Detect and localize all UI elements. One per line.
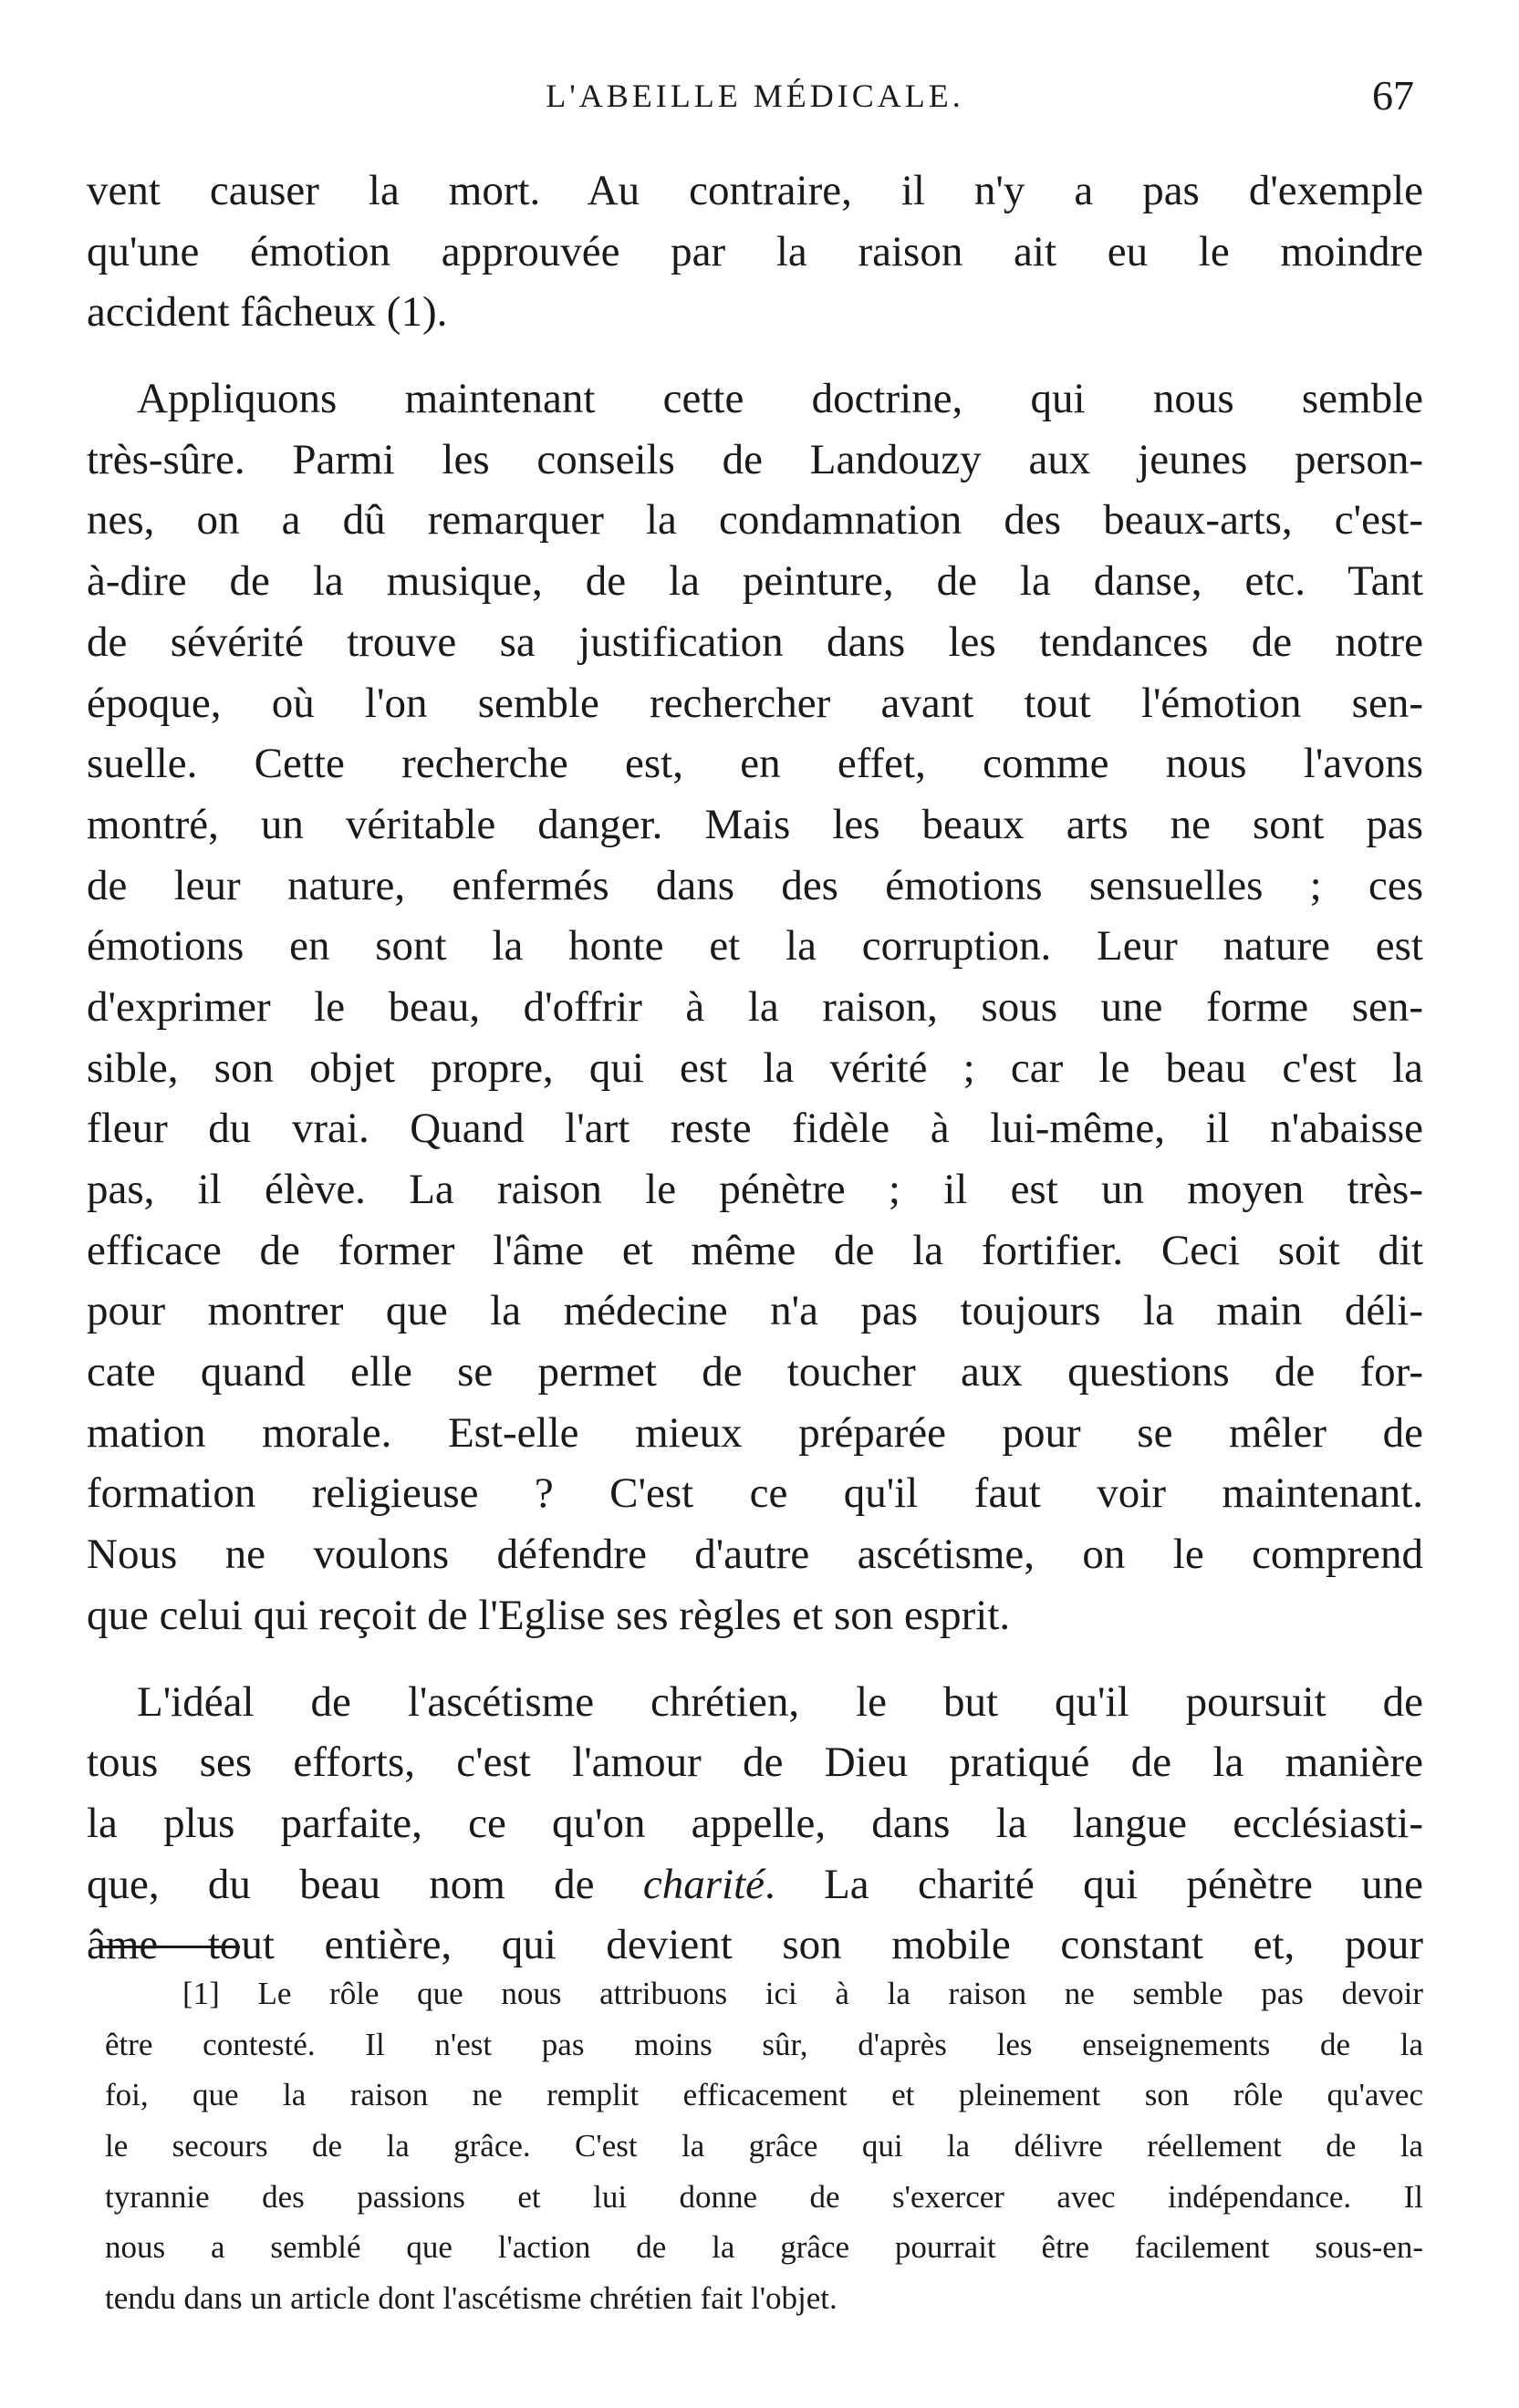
italic-term: charité	[642, 1860, 765, 1908]
paragraph	[87, 161, 1423, 343]
footnote-line: nous a semblé que l'action de la grâce pourrait être facilement sous-en-	[105, 2229, 1423, 2266]
running-title: L'ABEILLE MÉDICALE.	[546, 78, 964, 114]
footnote-line: [1] Le rôle que nous attribuons ici à la raison ne semble pas devoir	[182, 1976, 1423, 2011]
text-line: d'exprimer le beau, d'offrir à la raison, sous une forme sen-	[87, 982, 1423, 1031]
text-line: âme tout entière, qui devient son mobile constant et, pour	[87, 1921, 1423, 1969]
footnote-line: être contesté. Il n'est pas moins sûr, d'après les enseignements de la	[105, 2026, 1423, 2062]
text-line: que celui qui reçoit de l'Eglise ses règles et son esprit.	[87, 1591, 1011, 1639]
text-line: pas, il élève. La raison le pénètre ; il est un moyen très-	[87, 1166, 1423, 1213]
footnote-line: tyrannie des passions et lui donne de s'exercer avec indépendance. Il	[105, 2178, 1423, 2215]
running-head	[87, 71, 1423, 126]
text-line: mation morale. Est-elle mieux préparée pour se mêler de	[87, 1408, 1423, 1457]
text-segment: que, du beau nom de	[87, 1860, 595, 1908]
text-line: Nous ne voulons défendre d'autre ascétisme, on le comprend	[87, 1531, 1423, 1579]
text-line: montré, un véritable danger. Mais les beaux arts ne sont pas	[87, 800, 1423, 848]
text-line: la plus parfaite, ce qu'on appelle, dans la langue ecclésiasti-	[87, 1799, 1423, 1847]
text-line: fleur du vrai. Quand l'art reste fidèle à lui-même, il n'abaisse	[87, 1105, 1423, 1153]
text-line: formation religieuse ? C'est ce qu'il faut voir maintenant.	[87, 1469, 1423, 1518]
text-line: de sévérité trouve sa justification dans les tendances de notre	[87, 618, 1423, 666]
text-line: qu'une émotion approuvée par la raison ait eu le moindre	[87, 227, 1423, 275]
body-text	[87, 161, 1423, 1976]
text-line: vent causer la mort. Au contraire, il n'y a pas d'exemple	[87, 167, 1423, 214]
text-line: très-sûre. Parmi les conseils de Landouzy aux jeunes person-	[87, 435, 1423, 483]
text-line: de leur nature, enfermés dans des émotions sensuelles ; ces	[87, 861, 1423, 909]
text-line: émotions en sont la honte et la corruption. Leur nature est	[87, 922, 1423, 970]
text-line: cate quand elle se permet de toucher aux questions de for-	[87, 1348, 1423, 1396]
text-line: à-dire de la musique, de la peinture, de la danse, etc. Tant	[87, 557, 1423, 606]
text-line: sible, son objet propre, qui est la vérité ; car le beau c'est la	[87, 1043, 1423, 1092]
text-line: accident fâcheux (1).	[87, 288, 448, 337]
text-line: suelle. Cette recherche est, en effet, comme nous l'avons	[87, 740, 1423, 788]
text-line: tous ses efforts, c'est l'amour de Dieu pratiqué de la manière	[87, 1739, 1423, 1787]
page-number: 67	[1372, 72, 1414, 119]
text-line: Appliquons maintenant cette doctrine, qui nous semble	[137, 375, 1423, 423]
footnote-line: tendu dans un article dont l'ascétisme chrétien fait l'objet.	[105, 2280, 838, 2317]
text-line: nes, on a dû remarquer la condamnation des beaux-arts, c'est-	[87, 496, 1423, 545]
footnote	[105, 1968, 1423, 2324]
text-line: L'idéal de l'ascétisme chrétien, le but qu'il poursuit de	[137, 1677, 1423, 1726]
footnote-line: le secours de la grâce. C'est la grâce qui la délivre réellement de la	[105, 2128, 1423, 2164]
text-segment: . La charité qui pénètre une	[765, 1860, 1423, 1908]
footnote-rule	[99, 1946, 240, 1948]
text-line: époque, où l'on semble rechercher avant tout l'émotion sen-	[87, 679, 1423, 727]
text-line-mixed	[87, 1854, 1423, 1915]
footnote-line: foi, que la raison ne remplit efficacement et pleinement son rôle qu'avec	[105, 2077, 1423, 2113]
text-line: pour montrer que la médecine n'a pas toujours la main déli-	[87, 1287, 1423, 1335]
paragraph	[87, 1672, 1423, 1976]
paragraph	[87, 368, 1423, 1645]
text-line: efficace de former l'âme et même de la fortifier. Ceci soit dit	[87, 1226, 1423, 1274]
